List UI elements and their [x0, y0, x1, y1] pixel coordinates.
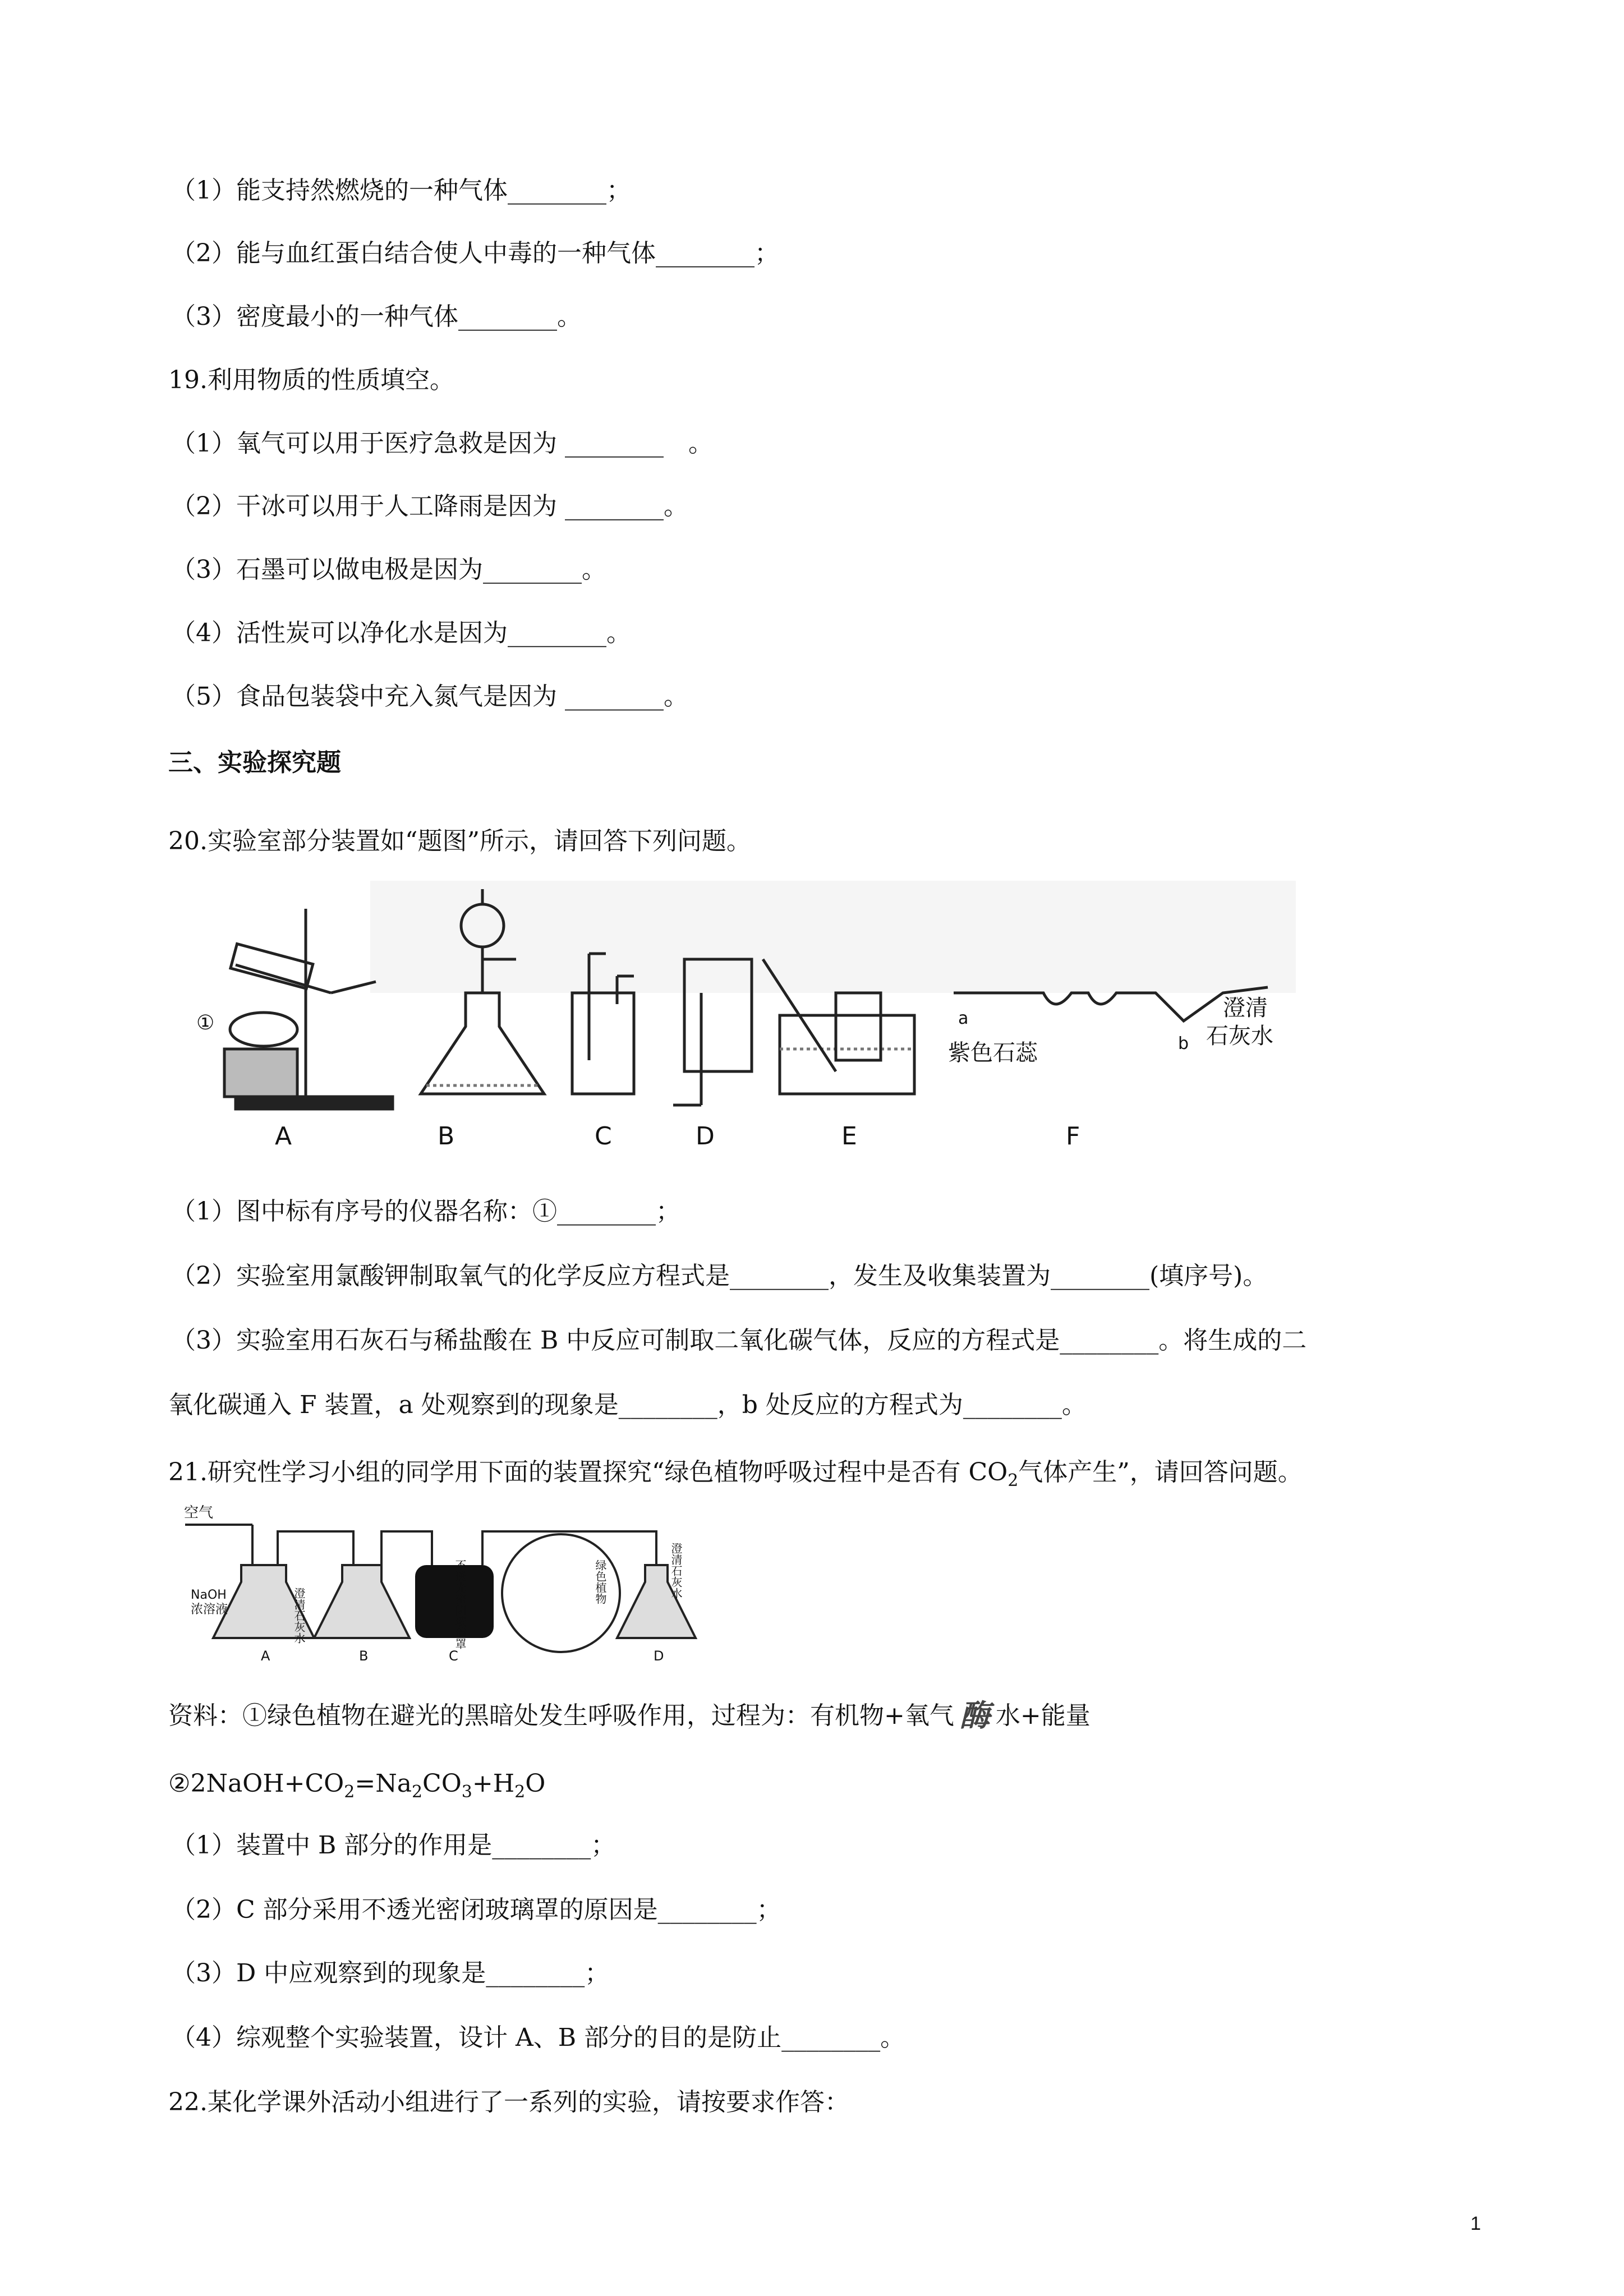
- q20-title: 20.实验室部分装置如“题图”所示，请回答下列问题。: [168, 827, 751, 855]
- q20-item-1: （1）图中标有序号的仪器名称：①________；: [171, 1197, 680, 1226]
- apparatus-label: A: [275, 1122, 292, 1151]
- label-a: a: [958, 1009, 969, 1028]
- flask-b: [314, 1565, 410, 1638]
- q21-resource-1: [168, 1697, 1091, 1733]
- apparatus-label: D: [696, 1122, 715, 1151]
- q21-item-4: （4）综观整个实验装置，设计 A、B 部分的目的是防止________。: [171, 2023, 905, 2052]
- plant-label: 绿色植物: [594, 1559, 607, 1604]
- limewater-d-label: 澄清石灰水: [669, 1543, 683, 1599]
- eq-part: O: [525, 1769, 546, 1798]
- q21-item-2: （2）C 部分采用不透光密闭玻璃罩的原因是________；: [171, 1895, 781, 1924]
- marker-circled-1: ①: [196, 1011, 215, 1034]
- q21-title: [168, 1456, 1303, 1498]
- q21-resource-post: 水+能量: [995, 1701, 1091, 1730]
- q21-item-3: （3）D 中应观察到的现象是________；: [171, 1959, 610, 1987]
- q20-item-3-line-2: 氧化碳通入 F 装置，a 处观察到的现象是________，b 处反应的方程式为________。: [168, 1391, 1087, 1419]
- q19-item-3: （3）石墨可以做电极是因为________。: [171, 555, 606, 584]
- eq-part: CO: [422, 1769, 462, 1798]
- limewater-label-1: 澄清: [1223, 995, 1268, 1021]
- q21-title-sub: 2: [1007, 1470, 1019, 1490]
- q21-title-post: 气体产生”，请回答问题。: [1018, 1458, 1303, 1487]
- flask-label: D: [654, 1648, 664, 1664]
- q20-item-2: （2）实验室用氯酸钾制取氧气的化学反应方程式是________，发生及收集装置为________(填序号)。: [171, 1262, 1268, 1290]
- limewater-label-2: 石灰水: [1206, 1023, 1273, 1049]
- flask-d: [617, 1565, 696, 1638]
- cover-label: 不透光密闭玻璃罩: [453, 1559, 467, 1649]
- apparatus-a: [224, 909, 393, 1109]
- label-b: b: [1178, 1034, 1189, 1053]
- q19-item-1: （1）氧气可以用于医疗急救是因为 ________ 。: [171, 429, 713, 458]
- q21-title-pre: 21.研究性学习小组的同学用下面的装置探究“绿色植物呼吸过程中是否有 CO: [168, 1458, 1008, 1487]
- eq-sub: 2: [514, 1782, 526, 1802]
- eq-part: =Na: [355, 1769, 412, 1798]
- flask-label: A: [261, 1648, 270, 1664]
- apparatus-label: E: [841, 1122, 857, 1151]
- air-label: 空气: [184, 1504, 214, 1521]
- apparatus-label: C: [595, 1122, 612, 1151]
- q20-item-3-line-1: （3）实验室用石灰石与稀盐酸在 B 中反应可制取二氧化碳气体，反应的方程式是________。将生成的二: [171, 1326, 1307, 1355]
- apparatus-label: F: [1066, 1122, 1080, 1151]
- eq-sub: 2: [344, 1782, 355, 1802]
- flask-label: C: [449, 1648, 458, 1664]
- q21-item-1: （1）装置中 B 部分的作用是________；: [171, 1831, 616, 1860]
- page-number: 1: [1470, 2213, 1481, 2234]
- q21-apparatus-figure: [168, 1498, 701, 1666]
- q21-resource-2-equation: [168, 1767, 545, 1809]
- q18-item-2: （2）能与血红蛋白结合使人中毒的一种气体________；: [171, 239, 779, 268]
- q19-item-5: （5）食品包装袋中充入氮气是因为 ________。: [171, 682, 688, 711]
- q21-resource-pre: 资料：①绿色植物在避光的黑暗处发生呼吸作用，过程为：有机物+氧气: [168, 1701, 954, 1730]
- flask-label: B: [359, 1648, 369, 1664]
- q18-item-3: （3）密度最小的一种气体________。: [171, 302, 582, 331]
- eq-part: +H: [472, 1769, 515, 1798]
- limewater-b-label: 澄清石灰水: [292, 1588, 306, 1644]
- eq-sub: 3: [461, 1782, 472, 1802]
- apparatus-label: B: [438, 1122, 455, 1151]
- eq-sub: 2: [411, 1782, 423, 1802]
- scan-background: [370, 881, 1296, 993]
- eq-part: ②2NaOH+CO: [168, 1769, 344, 1798]
- litmus-label: 紫色石蕊: [948, 1040, 1038, 1066]
- naoh-label: NaOH: [191, 1588, 227, 1602]
- q20-apparatus-figure: [196, 881, 1296, 1172]
- q19-item-2: （2）干冰可以用于人工降雨是因为 ________。: [171, 492, 688, 521]
- q22-title: 22.某化学课外活动小组进行了一系列的实验，请按要求作答：: [168, 2088, 849, 2116]
- q19-item-4: （4）活性炭可以净化水是因为________。: [171, 619, 631, 647]
- q18-item-1: （1）能支持然燃烧的一种气体________；: [171, 176, 631, 205]
- section-heading: 三、实验探究题: [168, 748, 341, 777]
- naoh-label-2: 浓溶液: [191, 1603, 228, 1617]
- q19-title: 19.利用物质的性质填空。: [168, 366, 454, 394]
- enzyme-label: 酶: [959, 1698, 990, 1733]
